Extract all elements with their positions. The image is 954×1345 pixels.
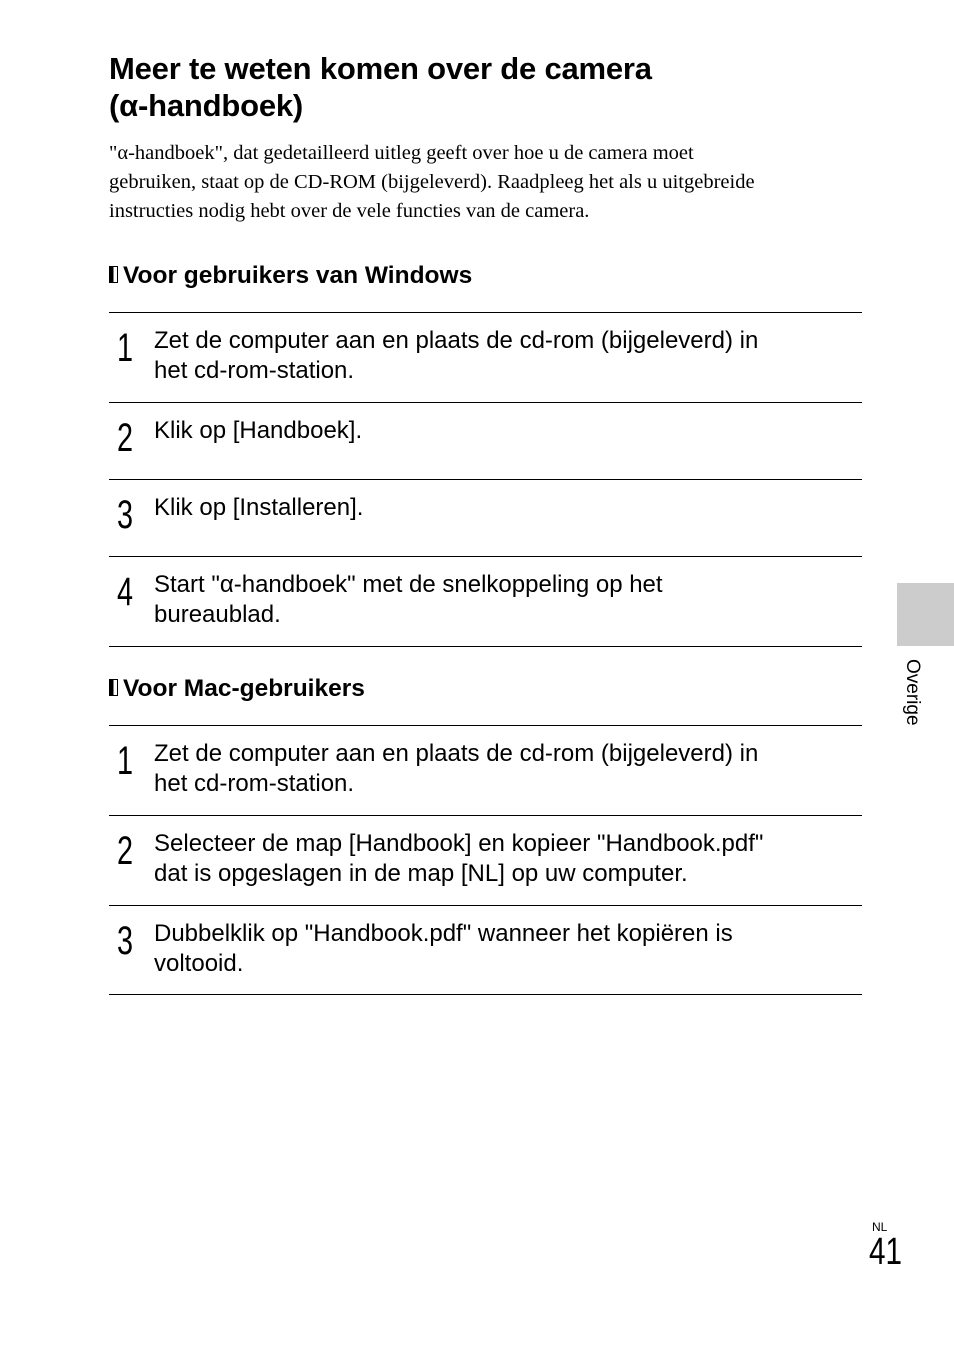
step-item	[109, 816, 862, 906]
step-item	[109, 726, 862, 816]
page-number: 41	[869, 1231, 902, 1273]
intro-line: "α-handboek", dat gedetailleerd uitleg geeft over hoe u de camera moet	[109, 142, 694, 164]
step-text-line: Dubbelklik op "Handbook.pdf" wanneer het kopiëren is	[154, 920, 733, 947]
page-title-line: Meer te weten komen over de camera	[109, 51, 652, 86]
step-number: 3	[117, 493, 134, 537]
step-number: 3	[117, 919, 134, 963]
section-heading-text: Voor Mac-gebruikers	[123, 675, 365, 702]
step-number: 1	[117, 326, 134, 370]
side-tab-label: Overige	[902, 659, 923, 726]
steps-list-mac	[109, 725, 862, 995]
step-text	[154, 326, 859, 386]
page-title	[109, 50, 869, 124]
intro-line: instructies nodig hebt over de vele functies van de camera.	[109, 200, 590, 222]
step-text-line: het cd-rom-station.	[154, 770, 355, 797]
step-text	[154, 416, 859, 446]
section-heading-text: Voor gebruikers van Windows	[123, 262, 473, 289]
step-text-line: Zet de computer aan en plaats de cd-rom (bijgeleverd) in	[154, 327, 759, 354]
steps-list-windows	[109, 312, 862, 647]
step-text-line: Zet de computer aan en plaats de cd-rom (bijgeleverd) in	[154, 740, 759, 767]
step-text	[154, 829, 859, 889]
step-text	[154, 739, 859, 799]
step-text-line: Selecteer de map [Handbook] en kopieer "Handbook.pdf"	[154, 830, 764, 857]
step-number: 4	[117, 570, 134, 614]
step-text-line: Klik op [Handboek].	[154, 417, 363, 444]
side-tab-marker	[897, 583, 954, 646]
step-text-line: het cd-rom-station.	[154, 357, 355, 384]
step-item	[109, 480, 862, 557]
section-heading-mac	[109, 674, 365, 704]
step-item	[109, 906, 862, 995]
intro-paragraph	[109, 139, 869, 226]
step-text-line: dat is opgeslagen in de map [NL] op uw computer.	[154, 860, 688, 887]
step-item	[109, 403, 862, 480]
step-text-line: voltooid.	[154, 950, 244, 977]
step-number: 2	[117, 829, 134, 873]
section-marker-icon	[109, 679, 118, 696]
step-number: 2	[117, 416, 134, 460]
step-item	[109, 557, 862, 647]
section-heading-windows	[109, 261, 472, 291]
step-text	[154, 493, 859, 523]
page-title-line: (α-handboek)	[109, 88, 304, 123]
step-number: 1	[117, 739, 134, 783]
language-code: NL	[872, 1220, 888, 1234]
step-text	[154, 570, 859, 630]
step-text-line: bureaublad.	[154, 601, 281, 628]
step-text-line: Start "α-handboek" met de snelkoppeling op het	[154, 571, 663, 598]
step-text	[154, 919, 859, 979]
intro-line: gebruiken, staat op de CD-ROM (bijgeleverd). Raadpleeg het als u uitgebreide	[109, 171, 755, 193]
step-text-line: Klik op [Installeren].	[154, 494, 364, 521]
step-item	[109, 313, 862, 403]
section-marker-icon	[109, 266, 118, 283]
